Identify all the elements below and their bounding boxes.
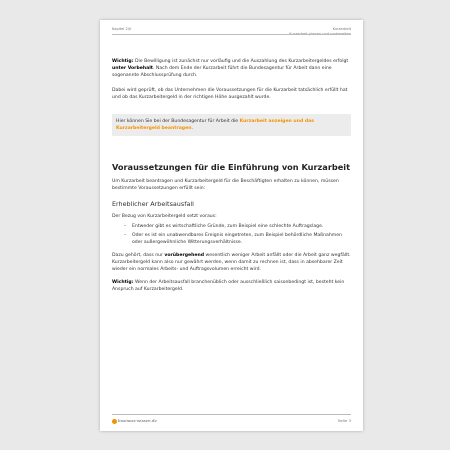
paragraph-check: Dabei wird geprüft, ob das Unternehmen die Voraussetzungen für die Kurzarbeit tatsächlich erfüllt hat und ob das Kurzarbeitergeld in der richtigen Höhe ausgezahlt wurde. xyxy=(112,88,348,100)
page-number: Seite 3 xyxy=(337,418,351,423)
section-heading: Voraussetzungen für die Einführung von Kurzarbeit xyxy=(112,162,351,172)
document-page xyxy=(100,20,363,431)
bold-phrase: vorübergehend xyxy=(164,253,205,258)
paragraph-text: Die Bewilligung ist zunächst nur vorläufig und die Auszahlung des Kurzarbeitergeldes erfolgt xyxy=(133,59,349,64)
requirement-list xyxy=(112,223,351,246)
header-title-line2: Kurzarbeit planen und vorbereiten xyxy=(289,32,351,36)
info-box-text xyxy=(116,118,347,132)
list-item: – Oder es ist ein unabwendbares Ereignis eingetreten, zum Beispiel behördliche Maßnahmen oder außergewöhnliche Witterungsverhältnisse. xyxy=(132,232,351,246)
paragraph-text: . Nach dem Ende der Kurzarbeit führt die Bundesagentur für Arbeit dann eine sogenannte Abschlussprüfung durch. xyxy=(112,66,332,78)
logo-dot-icon xyxy=(112,419,117,424)
bold-phrase: unter Vorbehalt xyxy=(112,66,153,71)
paragraph-text: wesentlich weniger Arbeit anfällt oder die Arbeit ganz wegfällt. Kurzarbeitergeld kann also nur gewährt werden, wenn damit zu rechnen ist, dass in absehbarer Zeit wieder ein normales Arbeits- und Auftragsvolumen erreicht wird. xyxy=(112,253,351,272)
subsection-heading: Erheblicher Arbeitsausfall xyxy=(112,200,194,208)
paragraph-text: Wenn der Arbeitsausfall branchenüblich oder ausschließlich saisonbedingt ist, besteht kein Anspruch auf Kurzarbeitergeld. xyxy=(112,280,345,292)
paragraph-temporary xyxy=(112,252,351,273)
logo-text: business-wissen.de xyxy=(118,418,157,423)
info-text-end: . xyxy=(191,126,193,131)
info-text: Hier können Sie bei der Bundesagentur für Arbeit die xyxy=(116,119,240,124)
footer-logo xyxy=(112,418,157,424)
header-title-line1: Kurzarbeit xyxy=(332,27,351,31)
header-divider xyxy=(112,34,351,35)
footer-divider xyxy=(112,414,351,415)
header-title xyxy=(289,27,351,37)
paragraph-requirement: Der Bezug von Kurzarbeitergeld setzt voraus: xyxy=(112,214,217,219)
important-label: Wichtig: xyxy=(112,59,134,64)
apply-link[interactable]: Kurzarbeit anzeigen und das Kurzarbeitergeld beantragen xyxy=(116,119,314,131)
paragraph-important-1 xyxy=(112,58,351,79)
paragraph-intro: Um Kurzarbeit beantragen und Kurzarbeitergeld für die Beschäftigten erhalten zu können, müssen bestimmte Voraussetzungen erfüllt sein: xyxy=(112,179,339,191)
paragraph-text: Dazu gehört, dass nur xyxy=(112,253,165,258)
important-label: Wichtig: xyxy=(112,280,134,285)
page-content xyxy=(112,58,351,293)
header-chapter: Kapitel 2/II xyxy=(112,27,132,31)
paragraph-important-2 xyxy=(112,279,351,293)
info-box xyxy=(112,114,351,136)
list-item: – Entweder gibt es wirtschaftliche Gründe, zum Beispiel eine schlechte Auftragslage. xyxy=(132,223,351,230)
